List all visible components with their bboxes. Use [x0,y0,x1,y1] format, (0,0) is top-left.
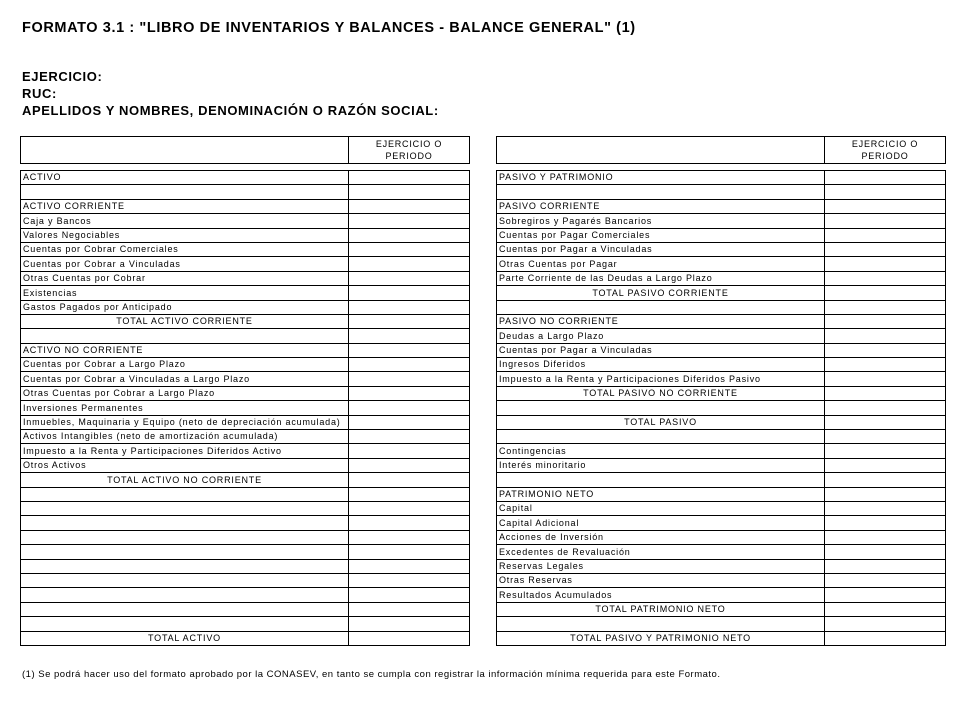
table-row [497,430,946,444]
row-label [21,588,349,602]
period-value-cell[interactable] [825,386,946,400]
table-row [497,199,946,213]
table-row [21,358,470,372]
period-value-cell[interactable] [825,487,946,501]
period-value-cell[interactable] [825,286,946,300]
period-value-cell[interactable] [349,242,470,256]
table-row [497,343,946,357]
spacer-cell [349,164,470,171]
table-row [497,617,946,631]
period-value-cell[interactable] [349,516,470,530]
row-label: TOTAL PASIVO Y PATRIMONIO NETO [497,631,825,645]
ejercicio-label: EJERCICIO: [22,69,103,84]
table-row [497,602,946,616]
table-row [497,358,946,372]
period-value-cell[interactable] [349,458,470,472]
table-row [21,473,470,487]
row-label [497,300,825,314]
row-label [21,501,349,515]
row-label [497,401,825,415]
table-row [21,286,470,300]
row-label: Cuentas por Pagar a Vinculadas [497,242,825,256]
table-row [21,185,470,199]
period-value-cell[interactable] [349,415,470,429]
table-row [497,444,946,458]
period-value-cell[interactable] [825,631,946,645]
table-row [497,214,946,228]
pasivo-table [496,136,946,646]
period-value-cell[interactable] [825,372,946,386]
row-label: ACTIVO [21,171,349,185]
ruc-label: RUC: [22,86,57,101]
row-label [21,617,349,631]
period-value-cell[interactable] [825,588,946,602]
table-row [21,300,470,314]
row-label: Otros Activos [21,458,349,472]
table-row [497,271,946,285]
table-row [497,300,946,314]
table-row [21,415,470,429]
row-label [497,473,825,487]
period-value-cell[interactable] [825,214,946,228]
row-label: Valores Negociables [21,228,349,242]
period-value-cell[interactable] [825,228,946,242]
period-value-cell[interactable] [825,501,946,515]
period-value-cell[interactable] [349,271,470,285]
row-label: TOTAL PATRIMONIO NETO [497,602,825,616]
period-value-cell[interactable] [825,314,946,328]
row-label: Existencias [21,286,349,300]
row-label: Otras Cuentas por Cobrar [21,271,349,285]
period-value-cell[interactable] [349,286,470,300]
period-value-cell[interactable] [349,300,470,314]
table-row [497,473,946,487]
period-value-cell[interactable] [825,444,946,458]
table-row [21,271,470,285]
period-value-cell[interactable] [349,473,470,487]
razon-social-label: APELLIDOS Y NOMBRES, DENOMINACIÓN O RAZÓN SOCIAL: [22,103,439,118]
row-label [21,559,349,573]
table-row [497,386,946,400]
row-label: Cuentas por Cobrar Comerciales [21,242,349,256]
table-row [21,516,470,530]
row-label: TOTAL PASIVO CORRIENTE [497,286,825,300]
row-label [497,617,825,631]
row-label: Impuesto a la Renta y Participaciones Diferidos Pasivo [497,372,825,386]
row-label: Sobregiros y Pagarés Bancarios [497,214,825,228]
period-value-cell[interactable] [825,415,946,429]
table-row [497,171,946,185]
row-label: Caja y Bancos [21,214,349,228]
row-label [21,573,349,587]
table-row [21,487,470,501]
table-row [497,415,946,429]
activo-table [20,136,470,646]
row-label: Resultados Acumulados [497,588,825,602]
table-row [21,214,470,228]
period-value-cell[interactable] [825,473,946,487]
table-row [21,343,470,357]
row-label: PASIVO CORRIENTE [497,199,825,213]
period-value-cell[interactable] [349,185,470,199]
period-value-cell[interactable] [825,602,946,616]
table-row [497,487,946,501]
period-value-cell[interactable] [825,559,946,573]
table-row [21,372,470,386]
period-value-cell[interactable] [349,573,470,587]
table-row [497,573,946,587]
table-row [497,329,946,343]
row-label: Otras Cuentas por Pagar [497,257,825,271]
row-label: Inmuebles, Maquinaria y Equipo (neto de depreciación acumulada) [21,415,349,429]
spacer-cell [21,164,349,171]
row-label [497,185,825,199]
table-row [21,617,470,631]
period-value-cell[interactable] [349,487,470,501]
row-label: Cuentas por Cobrar a Largo Plazo [21,358,349,372]
table-row [497,545,946,559]
row-label: TOTAL ACTIVO CORRIENTE [21,314,349,328]
row-label: Cuentas por Pagar Comerciales [497,228,825,242]
table-row [21,545,470,559]
period-value-cell[interactable] [349,214,470,228]
row-label: Excedentes de Revaluación [497,545,825,559]
table-row [21,242,470,256]
table-row [21,444,470,458]
row-label: Activos Intangibles (neto de amortización acumulada) [21,430,349,444]
period-value-cell[interactable] [349,372,470,386]
period-value-cell[interactable] [825,430,946,444]
period-value-cell[interactable] [349,386,470,400]
period-value-cell[interactable] [825,458,946,472]
period-value-cell[interactable] [349,545,470,559]
row-label: Gastos Pagados por Anticipado [21,300,349,314]
row-label: Acciones de Inversión [497,530,825,544]
row-label: ACTIVO NO CORRIENTE [21,343,349,357]
activo-table-header [21,137,470,164]
period-value-cell[interactable] [349,329,470,343]
row-label: Otras Cuentas por Cobrar a Largo Plazo [21,386,349,400]
row-label: Cuentas por Cobrar a Vinculadas [21,257,349,271]
table-row [21,199,470,213]
row-label: Cuentas por Cobrar a Vinculadas a Largo Plazo [21,372,349,386]
table-row [21,573,470,587]
row-label: ACTIVO CORRIENTE [21,199,349,213]
period-value-cell[interactable] [349,430,470,444]
row-label [21,185,349,199]
period-value-cell[interactable] [825,300,946,314]
period-value-cell[interactable] [349,343,470,357]
row-label: Interés minoritario [497,458,825,472]
period-value-cell[interactable] [825,171,946,185]
table-row [21,401,470,415]
row-label: TOTAL ACTIVO NO CORRIENTE [21,473,349,487]
period-value-cell[interactable] [825,199,946,213]
period-value-cell[interactable] [349,602,470,616]
table-row [21,501,470,515]
period-value-cell[interactable] [349,501,470,515]
row-label [21,545,349,559]
table-row [21,386,470,400]
row-label [21,329,349,343]
row-label: Reservas Legales [497,559,825,573]
table-row [21,171,470,185]
table-row [21,588,470,602]
period-value-cell[interactable] [825,530,946,544]
period-column-header: EJERCICIO O PERIODO [349,137,470,164]
row-label: Inversiones Permanentes [21,401,349,415]
table-row [21,228,470,242]
spacer-cell [825,164,946,171]
table-row [497,501,946,515]
row-label: Cuentas por Pagar a Vinculadas [497,343,825,357]
row-label: Ingresos Diferidos [497,358,825,372]
period-value-cell[interactable] [349,617,470,631]
table-row [497,372,946,386]
table-row [21,631,470,645]
table-row [497,559,946,573]
table-row [497,185,946,199]
period-value-cell[interactable] [349,588,470,602]
row-label: PATRIMONIO NETO [497,487,825,501]
period-value-cell[interactable] [825,271,946,285]
row-label [497,430,825,444]
period-value-cell[interactable] [349,314,470,328]
table-row [497,631,946,645]
period-value-cell[interactable] [825,573,946,587]
period-value-cell[interactable] [825,617,946,631]
header-label-cell [21,137,349,164]
table-row [21,458,470,472]
row-label: Impuesto a la Renta y Participaciones Diferidos Activo [21,444,349,458]
period-value-cell[interactable] [349,257,470,271]
document-title: FORMATO 3.1 : "LIBRO DE INVENTARIOS Y BALANCES - BALANCE GENERAL" (1) [22,20,636,36]
period-value-cell[interactable] [349,358,470,372]
period-value-cell[interactable] [825,185,946,199]
period-value-cell[interactable] [825,401,946,415]
table-row [497,530,946,544]
table-row [21,430,470,444]
footnote: (1) Se podrá hacer uso del formato aprobado por la CONASEV, en tanto se cumpla con registrar la información mínima requerida para este Formato. [22,669,721,680]
table-row [21,314,470,328]
period-column-header: EJERCICIO O PERIODO [825,137,946,164]
row-label [21,516,349,530]
table-row [497,314,946,328]
table-row [497,257,946,271]
period-value-cell[interactable] [825,343,946,357]
table-row [21,602,470,616]
row-label [21,487,349,501]
table-row [497,228,946,242]
header-label-cell [497,137,825,164]
period-value-cell[interactable] [825,257,946,271]
row-label: Parte Corriente de las Deudas a Largo Plazo [497,271,825,285]
period-value-cell[interactable] [825,545,946,559]
row-label: TOTAL ACTIVO [21,631,349,645]
period-value-cell[interactable] [349,199,470,213]
period-value-cell[interactable] [349,530,470,544]
spacer-row [497,164,946,171]
table-row [497,286,946,300]
row-label: Deudas a Largo Plazo [497,329,825,343]
row-label: Otras Reservas [497,573,825,587]
row-label [21,602,349,616]
table-row [21,530,470,544]
period-value-cell[interactable] [825,516,946,530]
period-value-cell[interactable] [825,242,946,256]
row-label: PASIVO NO CORRIENTE [497,314,825,328]
table-row [497,458,946,472]
pasivo-table-header [497,137,946,164]
table-row [497,242,946,256]
spacer-cell [497,164,825,171]
period-value-cell[interactable] [349,228,470,242]
period-value-cell[interactable] [349,631,470,645]
spacer-row [21,164,470,171]
row-label [21,530,349,544]
table-row [21,559,470,573]
period-value-cell[interactable] [349,401,470,415]
table-row [21,329,470,343]
table-row [497,401,946,415]
period-value-cell[interactable] [349,444,470,458]
row-label: TOTAL PASIVO [497,415,825,429]
row-label: Capital Adicional [497,516,825,530]
period-value-cell[interactable] [349,559,470,573]
row-label: Capital [497,501,825,515]
row-label: Contingencias [497,444,825,458]
table-row [21,257,470,271]
period-value-cell[interactable] [825,358,946,372]
period-value-cell[interactable] [825,329,946,343]
table-row [497,516,946,530]
period-value-cell[interactable] [349,171,470,185]
row-label: TOTAL PASIVO NO CORRIENTE [497,386,825,400]
table-row [497,588,946,602]
row-label: PASIVO Y PATRIMONIO [497,171,825,185]
